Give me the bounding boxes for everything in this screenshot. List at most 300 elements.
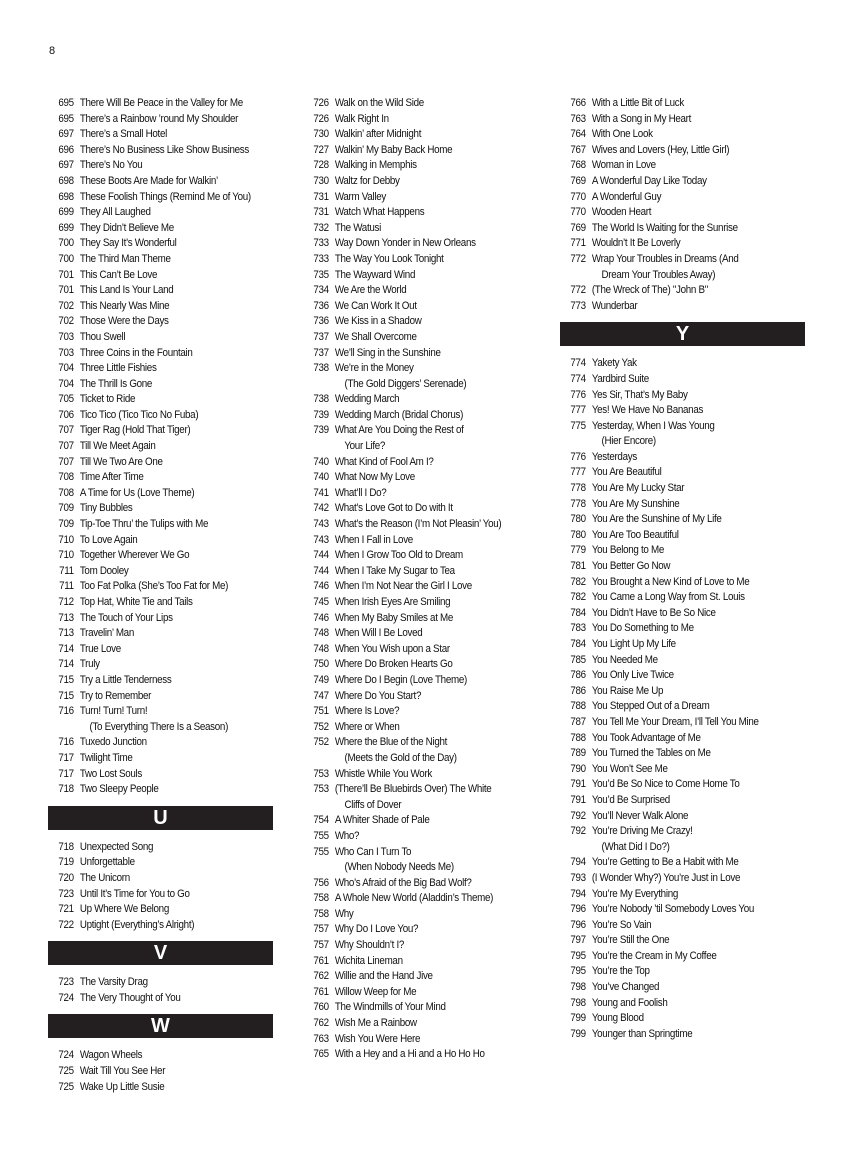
song-title: You Are My Sunshine [591,497,680,510]
page-ref: 716 [58,705,74,718]
page-ref: 754 [313,814,329,827]
index-entry-continuation [303,860,534,876]
song-title: Wedding March [334,393,400,406]
page-ref: 788 [570,731,586,744]
index-entry [48,704,272,720]
index-entry [560,481,804,497]
song-title: Why Do I Love You? [334,923,419,936]
page-ref: 792 [570,809,586,822]
page-ref: 752 [313,720,329,733]
page-ref: 785 [570,653,586,666]
song-title: The Wayward Wind [334,268,416,281]
song-title: Truly [79,658,100,671]
index-entry [48,611,272,627]
song-title: We Shall Overcome [334,330,417,343]
song-title: With a Song in My Heart [591,112,692,125]
index-entry [48,751,272,767]
song-title: Wrap Your Troubles in Dreams (And [591,252,739,265]
song-title: You Are My Lucky Star [591,482,685,495]
song-title: You’re Getting to Be a Habit with Me [591,856,739,869]
index-entry [48,673,272,689]
index-entry [303,1047,534,1063]
page-ref: 750 [313,658,329,671]
page-ref: 733 [313,237,329,250]
page-ref: 700 [58,252,74,265]
page-ref: 733 [313,252,329,265]
song-title: Who? [334,829,360,842]
page-ref: 779 [570,544,586,557]
page-ref: 725 [58,1065,74,1078]
page-ref: 797 [570,934,586,947]
index-entry [560,465,804,481]
page-ref: 780 [570,513,586,526]
song-title: Dream Your Troubles Away) [591,268,716,281]
song-title: You Turned the Tables on Me [591,747,711,760]
index-entry [560,715,804,731]
page-ref: 763 [570,112,586,125]
page-ref: 739 [313,424,329,437]
song-title: Too Fat Polka (She’s Too Fat for Me) [79,580,229,593]
page-ref: 723 [58,976,74,989]
page-ref: 781 [570,560,586,573]
page-ref: 702 [58,299,74,312]
index-entry [48,486,272,502]
song-title: There’s No You [79,159,143,172]
index-entry [48,346,272,362]
index-entry-continuation [48,720,272,736]
index-entry [303,922,534,938]
index-entry [303,985,534,1001]
page-ref: 780 [570,528,586,541]
song-title: Three Little Fishies [79,362,157,375]
page-ref: 771 [570,237,586,250]
song-title: You’ll Never Walk Alone [591,809,689,822]
page-ref: 782 [570,575,586,588]
page-ref: 757 [313,939,329,952]
page-ref: 776 [570,388,586,401]
page-ref: 775 [570,419,586,432]
page-ref: 740 [313,455,329,468]
index-entry [560,684,804,700]
song-title: You’re the Cream in My Coffee [591,949,717,962]
song-title: Tuxedo Junction [79,736,147,749]
song-title: (To Everything There Is a Season) [79,720,229,733]
page-ref: 708 [58,486,74,499]
index-entry [303,845,534,861]
index-entry [303,174,534,190]
page-ref: 701 [58,268,74,281]
index-entry [303,876,534,892]
page-ref: 710 [58,533,74,546]
page-ref: 764 [570,128,586,141]
page-ref: 746 [313,611,329,624]
song-title: (The Gold Diggers’ Serenade) [334,377,467,390]
song-title: Tiny Bubbles [79,502,133,515]
page-ref: 737 [313,330,329,343]
song-title: Uptight (Everything’s Alright) [79,918,195,931]
song-title: You Took Advantage of Me [591,731,701,744]
page-ref: 715 [58,673,74,686]
page-ref: 724 [58,1049,74,1062]
index-entry [48,330,272,346]
index-entry [48,501,272,517]
page-ref: 777 [570,404,586,417]
page-ref: 749 [313,673,329,686]
index-entry [560,127,804,143]
page-ref: 755 [313,845,329,858]
index-entry [303,330,534,346]
page-ref: 789 [570,747,586,760]
song-title: Time After Time [79,471,144,484]
song-title: Who Can I Turn To [334,845,412,858]
index-entry [560,606,804,622]
song-title: What Are You Doing the Rest of [334,424,464,437]
page-ref: 761 [313,985,329,998]
song-title: When I Fall in Love [334,533,413,546]
index-entry [560,621,804,637]
song-title: Try to Remember [79,689,152,702]
page-ref: 793 [570,871,586,884]
index-entry [48,470,272,486]
index-entry [48,626,272,642]
song-title: You Raise Me Up [591,684,664,697]
index-entry [48,158,272,174]
index-entry [48,855,272,871]
page-ref: 718 [58,783,74,796]
song-title: Wish You Were Here [334,1032,421,1045]
index-entry [48,252,272,268]
index-entry [560,174,804,190]
song-title: Wait Till You See Her [79,1065,166,1078]
index-entry [560,809,804,825]
page-ref: 721 [58,903,74,916]
song-title: There’s a Small Hotel [79,128,167,141]
page-ref: 717 [58,767,74,780]
song-title: We Kiss in a Shadow [334,315,422,328]
index-entry [48,548,272,564]
song-title: Yes Sir, That’s My Baby [591,388,688,401]
song-title: Yes! We Have No Bananas [591,404,704,417]
index-entry [303,314,534,330]
page-ref: 703 [58,346,74,359]
song-title: You Didn’t Have to Be So Nice [591,606,716,619]
song-title: This Land Is Your Land [79,284,174,297]
song-title: (Hier Encore) [591,435,656,448]
song-title: The Touch of Your Lips [79,611,173,624]
page-ref: 709 [58,502,74,515]
index-entry [560,949,804,965]
index-entry-continuation [303,377,534,393]
index-entry [48,517,272,533]
page-ref: 738 [313,393,329,406]
index-entry [560,96,804,112]
page-ref: 736 [313,315,329,328]
page-ref: 702 [58,315,74,328]
index-entry [303,361,534,377]
song-title: (The Wreck of The) "John B" [591,284,708,297]
song-title: Those Were the Days [79,315,169,328]
page-ref: 777 [570,466,586,479]
song-title: Together Wherever We Go [79,549,190,562]
song-title: Willow Weep for Me [334,985,417,998]
song-title: When My Baby Smiles at Me [334,611,454,624]
song-title: Whistle While You Work [334,767,433,780]
page-ref: 701 [58,284,74,297]
page-ref: 730 [313,128,329,141]
song-title: (Meets the Gold of the Day) [334,751,457,764]
song-title: You’ve Changed [591,981,660,994]
index-entry [560,575,804,591]
song-title: The Way You Look Tonight [334,252,444,265]
index-entry [48,455,272,471]
page-ref: 698 [58,190,74,203]
index-entry [48,918,272,934]
song-title: You Are the Sunshine of My Life [591,513,722,526]
song-title: This Nearly Was Mine [79,299,170,312]
index-entry [560,762,804,778]
song-title: Walkin’ after Midnight [334,128,422,141]
index-entry [48,283,272,299]
page-ref: 726 [313,97,329,109]
page-ref: 761 [313,954,329,967]
song-title: Unexpected Song [79,840,154,853]
index-entry [560,855,804,871]
page-ref: 791 [570,793,586,806]
page-ref: 760 [313,1001,329,1014]
song-title: You’re Nobody ’til Somebody Loves You [591,903,755,916]
song-title: With One Look [591,128,653,141]
index-entry [560,190,804,206]
page-ref: 765 [313,1048,329,1061]
page-ref: 767 [570,143,586,156]
song-title: (There’ll Be Bluebirds Over) The White [334,783,492,796]
song-title: Why Shouldn’t I? [334,939,405,952]
index-entry [560,918,804,934]
page-ref: 697 [58,128,74,141]
song-title: You Do Something to Me [591,622,694,635]
page-ref: 710 [58,549,74,562]
page-ref: 699 [58,206,74,219]
page-ref: 737 [313,346,329,359]
index-entry-continuation [303,751,534,767]
song-title: The Very Thought of You [79,991,181,1004]
section-header-w: W [48,1014,273,1038]
index-entry [560,1027,804,1043]
song-title: Ticket to Ride [79,393,136,406]
page-ref: 698 [58,174,74,187]
song-title: You’d Be So Nice to Come Home To [591,778,740,791]
song-title: Top Hat, White Tie and Tails [79,596,193,608]
index-entry [303,938,534,954]
index-entry [48,112,272,128]
page-ref: 740 [313,471,329,484]
song-title: A Wonderful Guy [591,190,662,203]
song-title: A Whole New World (Aladdin’s Theme) [334,892,494,905]
page-ref: 732 [313,221,329,234]
index-entry [560,793,804,809]
page-ref: 745 [313,596,329,608]
index-entry [48,533,272,549]
song-title: Yakety Yak [591,357,637,370]
song-title: Way Down Yonder in New Orleans [334,237,476,250]
index-entry [560,497,804,513]
page-ref: 786 [570,669,586,682]
index-entry [560,403,804,419]
index-entry [48,840,272,856]
index-entry [560,699,804,715]
song-title: A Whiter Shade of Pale [334,814,430,827]
index-entry [303,657,534,673]
page-ref: 798 [570,981,586,994]
page-ref: 724 [58,991,74,1004]
page-ref: 747 [313,689,329,702]
song-title: Twilight Time [79,751,133,764]
song-title: Where or When [334,720,400,733]
index-entry [303,96,534,112]
song-title: You’re So Vain [591,918,652,931]
song-title: Where the Blue of the Night [334,736,448,749]
page-ref: 774 [570,357,586,370]
index-entry [303,205,534,221]
index-entry [303,907,534,923]
page-ref: 717 [58,751,74,764]
page-ref: 718 [58,840,74,853]
index-entry [48,423,272,439]
song-title: Woman in Love [591,159,656,172]
song-title: Wunderbar [591,299,638,312]
page-ref: 756 [313,876,329,889]
index-entry [303,346,534,362]
song-title: Willie and the Hand Jive [334,970,433,983]
song-title: What Now My Love [334,471,415,484]
song-title: They Didn’t Believe Me [79,221,174,234]
index-entry [48,1064,272,1080]
index-entry [560,731,804,747]
page-ref: 739 [313,408,329,421]
page-ref: 706 [58,408,74,421]
index-entry [560,637,804,653]
page-ref: 722 [58,918,74,931]
page-ref: 726 [313,112,329,125]
page-ref: 704 [58,377,74,390]
song-title: Till We Meet Again [79,440,156,453]
index-entry [48,564,272,580]
song-title: Walk Right In [334,112,389,125]
page-ref: 795 [570,965,586,978]
song-title: Wake Up Little Susie [79,1080,165,1093]
index-entry [560,252,804,268]
page-ref: 697 [58,159,74,172]
song-title: (When Nobody Needs Me) [334,861,454,874]
index-entry [560,1011,804,1027]
page-ref: 743 [313,533,329,546]
index-entry [303,268,534,284]
song-title: There’s No Business Like Show Business [79,143,249,156]
index-entry [48,657,272,673]
index-entry [560,559,804,575]
page-ref: 796 [570,903,586,916]
song-title: You’re My Everything [591,887,679,900]
song-title: Up Where We Belong [79,903,169,916]
section-header-u: U [48,806,273,830]
index-entry [560,964,804,980]
section-header-y: Y [560,322,805,346]
song-title: When Irish Eyes Are Smiling [334,596,451,608]
index-entry [303,595,534,611]
index-entry [303,611,534,627]
index-entry [48,205,272,221]
page-ref: 768 [570,159,586,172]
song-title: You’re Driving Me Crazy! [591,825,693,838]
page-ref: 769 [570,221,586,234]
index-entry [48,689,272,705]
song-title: We Can Work It Out [334,299,417,312]
page-ref: 699 [58,221,74,234]
song-title: You Won’t See Me [591,762,668,775]
song-title: (I Wonder Why?) You’re Just in Love [591,871,741,884]
page-ref: 770 [570,206,586,219]
song-title: Young and Foolish [591,996,668,1009]
index-entry [48,314,272,330]
index-entry [48,221,272,237]
song-title: When You Wish upon a Star [334,642,450,655]
song-title: Until It’s Time for You to Go [79,887,190,900]
song-title: You’d Be Surprised [591,793,670,806]
index-entry [303,158,534,174]
page-ref: 762 [313,1017,329,1030]
index-entry [48,96,272,112]
index-entry [560,933,804,949]
index-entry [560,528,804,544]
page-ref: 778 [570,497,586,510]
page-ref: 743 [313,518,329,531]
index-entry [303,486,534,502]
page-ref: 708 [58,471,74,484]
song-title: You Stepped Out of a Dream [591,700,710,713]
page-ref: 741 [313,486,329,499]
page-ref: 798 [570,996,586,1009]
page-ref: 709 [58,518,74,531]
page-ref: 707 [58,424,74,437]
page-ref: 766 [570,97,586,109]
song-title: Where Is Love? [334,705,400,718]
index-entry-continuation [303,439,534,455]
index-entry [48,767,272,783]
page-ref: 700 [58,237,74,250]
song-title: You’re the Top [591,965,650,978]
page-ref: 738 [313,362,329,375]
song-title: We Are the World [334,284,407,297]
index-entry [560,902,804,918]
page-ref: 776 [570,450,586,463]
page-ref: 725 [58,1080,74,1093]
page-ref: 758 [313,892,329,905]
song-title: Yardbird Suite [591,372,649,385]
index-entry-continuation [560,434,804,450]
song-title: You Only Live Twice [591,669,674,682]
song-title: We’ll Sing in the Sunshine [334,346,441,359]
page-ref: 714 [58,642,74,655]
index-entry [303,236,534,252]
song-title: To Love Again [79,533,138,546]
index-entry [303,891,534,907]
index-entry [48,902,272,918]
index-entry [303,299,534,315]
page-ref: 787 [570,715,586,728]
page-ref: 731 [313,206,329,219]
index-entry [303,1032,534,1048]
song-title: Walkin’ My Baby Back Home [334,143,453,156]
